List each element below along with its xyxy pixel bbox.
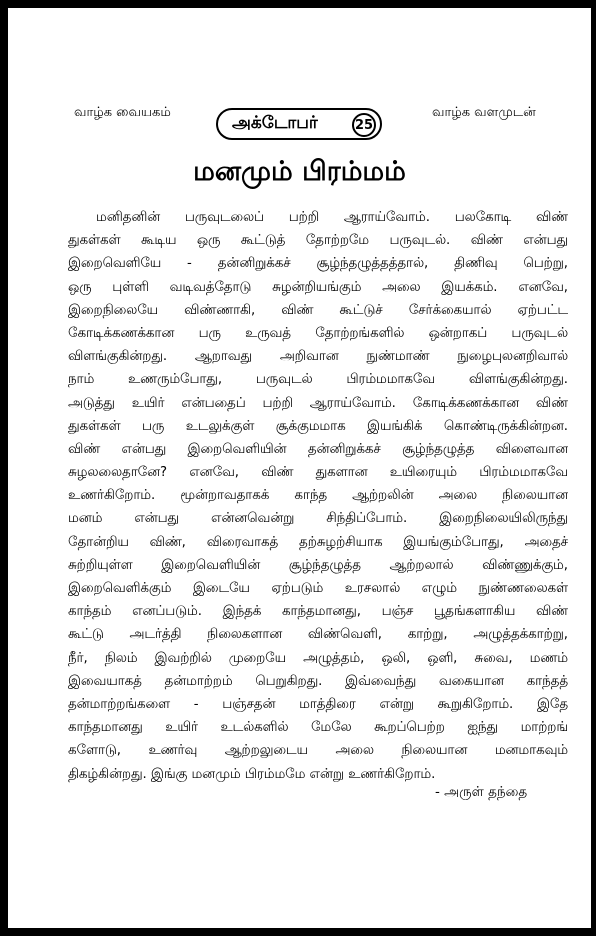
date-month: அக்டோபர்: [232, 113, 318, 133]
body-line: தன்மாற்றங்களை - பஞ்சதன் மாத்திரை என்று கூறுகிறோம். இதே: [68, 696, 568, 712]
body-line: கூட்டு அடர்த்தி நிலைகளான விண்வெளி, காற்று, அழுத்தக்காற்று,: [68, 627, 568, 643]
date-day: 25: [352, 113, 376, 137]
body-line: விளங்குகின்றது. ஆறாவது அறிவான நுண்மாண் நுழைபுலனறிவால்: [68, 349, 568, 365]
body-line: தோன்றிய விண், விரைவாகத் தற்சுழற்சியாக இயங்கும்போது, அதைச்: [68, 534, 568, 550]
body-line: சுழலலைதானே? எனவே, விண் துகளான உயிரையும் பிரம்மமாகவே: [68, 465, 568, 481]
body-line: இறைவெளிக்கும் இடையே ஏற்படும் உரசலால் எழும் நுண்ணலைகள்: [68, 581, 568, 596]
header-right-greeting: வாழ்க வளமுடன்: [432, 105, 536, 120]
body-line: இறைவெளியே - தன்னிறுக்கச் சூழ்ந்தழுத்தத்தால், திணிவு பெற்று,: [68, 256, 568, 272]
body-line: மனம் என்பது என்னவென்று சிந்திப்போம். இறைநிலையிலிருந்து: [68, 511, 568, 527]
body-line: திகழ்கின்றது. இங்கு மனமும் பிரம்மமே என்று உணர்கிறோம்.: [68, 766, 436, 782]
body-line: மனிதனின் பருவுடலைப் பற்றி ஆராய்வோம். பலகோடி விண்: [96, 210, 568, 225]
date-badge: [216, 108, 382, 140]
body-line: இறைநிலையே விண்ணாகி, விண் கூட்டுச் சேர்க்கையால் ஏற்பட்ட: [68, 302, 568, 318]
body-line: ஒரு புள்ளி வடிவத்தோடு சுழன்றியங்கும் அலை இயக்கம். எனவே,: [68, 279, 568, 295]
body-line: களோடு, உணர்வு ஆற்றலுடைய அலை நிலையான மனமாகவும்: [68, 743, 568, 759]
author-signature: - அருள் தந்தை: [435, 784, 528, 800]
body-line: துகள்கள் கூடிய ஒரு கூட்டுத் தோற்றமே பருவுடல். விண் என்பது: [68, 233, 568, 249]
body-line: அடுத்து உயிர் என்பதைப் பற்றி ஆராய்வோம். கோடிக்கணக்கான விண்: [68, 395, 568, 411]
body-text: [68, 206, 568, 786]
body-line: காந்தமானது உயிர் உடல்களில் மேலே கூறப்பெற்ற ஐந்து மாற்றங்: [68, 720, 568, 736]
body-line: விண் என்பது இறைவெளியின் தன்னிறுக்கச் சூழ்ந்தழுத்த விளைவான: [68, 441, 568, 457]
body-line: கோடிக்கணக்கான பரு உருவத் தோற்றங்களில் ஒன்றாகப் பருவுடல்: [68, 325, 568, 341]
body-line: காந்தம் எனப்படும். இந்தக் காந்தமானது, பஞ்ச பூதங்களாகிய விண்: [68, 604, 568, 620]
body-line: சுற்றியுள்ள இறைவெளியின் சூழ்ந்தழுத்த ஆற்றலால் விண்ணுக்கும்,: [68, 557, 568, 573]
body-line: உணர்கிறோம். மூன்றாவதாகக் காந்த ஆற்றலின் அலை நிலையான: [68, 488, 568, 504]
body-line: துகள்கள் பரு உடலுக்குள் சூக்குமமாக இயங்கிக் கொண்டிருக்கின்றன.: [68, 418, 568, 434]
page-title: மனமும் பிரம்மம்: [193, 156, 406, 187]
header-left-greeting: வாழ்க வையகம்: [74, 105, 171, 120]
body-line: இவையாகத் தன்மாற்றம் பெறுகிறது. இவ்வைந்து வகையான காந்தத்: [68, 673, 568, 689]
body-line: நாம் உணரும்போது, பருவுடல் பிரம்மமாகவே விளங்குகின்றது.: [68, 372, 568, 388]
body-line: நீர், நிலம் இவற்றில் முறையே அழுத்தம், ஒலி, ஒளி, சுவை, மணம்: [68, 650, 568, 666]
